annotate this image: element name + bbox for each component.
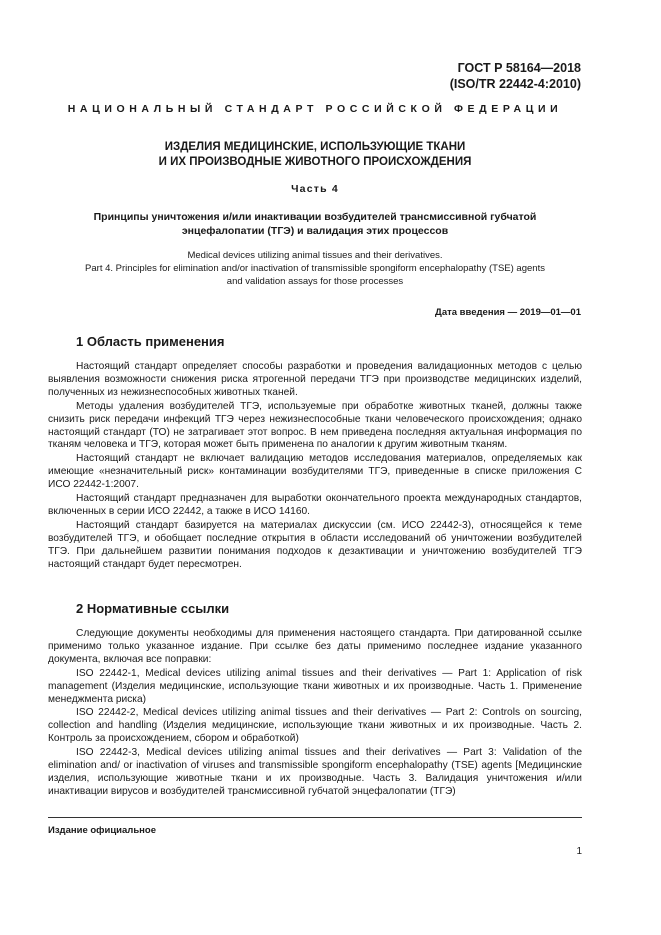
paragraph: Настоящий стандарт предназначен для выработки окончательного проекта международных стандартов, включенных в серии ИСО 22442, а также в ИСО 14160. xyxy=(48,493,582,517)
english-title xyxy=(48,249,582,288)
official-edition-label: Издание официальное xyxy=(48,825,156,836)
iso-code: (ISO/TR 22442-4:2010) xyxy=(449,77,581,91)
section-2-body xyxy=(48,628,582,800)
reference-item: ISO 22442-2, Medical devices utilizing animal tissues and their derivatives — Part 2: Controls on sourcing, collection and handling (Изделия медицинские, использующие ткани животных и их производные. Часть 2. Контроль за происхождением, сбором и обработкой) xyxy=(48,707,582,745)
paragraph: Следующие документы необходимы для применения настоящего стандарта. При датированной ссылке применимо только указанное издание. При ссылке без даты применимо последнее издание указанного документа, включая все поправки: xyxy=(48,628,582,665)
paragraph: Настоящий стандарт базируется на материалах дискуссии (см. ИСО 22442-3), относящейся к теме возбудителей ТГЭ, и обобщает последние открытия в области исследований об уничтожении возбудителей ТГЭ. При дальнейшем развитии понимания подходов к дезактивации и уничтожению возбудителей ТГЭ настоящий стандарт будет пересмотрен. xyxy=(48,519,582,570)
english-title-line-1: Medical devices utilizing animal tissues and their derivatives. xyxy=(187,250,443,261)
part-label: Часть 4 xyxy=(291,183,339,195)
standard-designation xyxy=(450,60,581,92)
effective-date: Дата введения — 2019—01—01 xyxy=(435,307,581,318)
section-2-heading: 2 Нормативные ссылки xyxy=(76,601,230,616)
gost-code: ГОСТ Р 58164—2018 xyxy=(457,61,581,75)
reference-item: ISO 22442-1, Medical devices utilizing animal tissues and their derivatives — Part 1: Application of risk management (Изделия медицинские, использующие ткани животных и их производные. Часть 1. Применение менеджмента риска) xyxy=(48,667,582,705)
page-number: 1 xyxy=(576,846,582,857)
section-1-heading: 1 Область применения xyxy=(76,334,225,349)
section-1-body xyxy=(48,361,582,573)
subtitle-line-2: энцефалопатии (ТГЭ) и валидация этих процессов xyxy=(181,225,449,237)
subtitle-line-1: Принципы уничтожения и/или инактивации возбудителей трансмиссивной губчатой xyxy=(93,211,537,223)
title-line-1: ИЗДЕЛИЯ МЕДИЦИНСКИЕ, ИСПОЛЬЗУЮЩИЕ ТКАНИ xyxy=(164,141,466,153)
paragraph: Настоящий стандарт не включает валидацию методов исследования материалов, определяемых как имеющие «незначительный риск» контаминации возбудителями ТГЭ, приведенные в списке приложения С ИСО 22442-1:2007. xyxy=(48,453,582,491)
english-title-line-3: and validation assays for those processes xyxy=(226,276,404,287)
footer-divider xyxy=(48,817,582,818)
english-title-line-2: Part 4. Principles for elimination and/or inactivation of transmissible spongiform encephalopathy (TSE) agents xyxy=(85,263,545,274)
document-subtitle xyxy=(48,210,582,238)
title-line-2: И ИХ ПРОИЗВОДНЫЕ ЖИВОТНОГО ПРОИСХОЖДЕНИЯ xyxy=(158,156,472,168)
reference-item: ISO 22442-3, Medical devices utilizing animal tissues and their derivatives — Part 3: Validation of the elimination and/ or inactivation of viruses and transmissible spongiform encephalopathy (TSE) agents [Медицинские изделия, использующие животные ткани и их производные. Часть 3. Валидация уничтожения и/или инактивации вирусов и возбудителей трансмиссивной губчатой энцефалопатии (ТГЭ) xyxy=(48,747,582,797)
document-title xyxy=(48,140,582,170)
national-standard-heading: НАЦИОНАЛЬНЫЙ СТАНДАРТ РОССИЙСКОЙ ФЕДЕРАЦИИ xyxy=(67,103,563,115)
paragraph: Методы удаления возбудителей ТГЭ, используемые при обработке животных тканей, должны также снизить риск передачи инфекций ТГЭ через нежизнеспособные ткани человеческого происхождения; однако настоящий стандарт (ТО) не затрагивает этот вопрос. В нем приведена последняя актуальная информация по тканям человека и ТГЭ, которая может быть применена по аналогии к другим животным тканям. xyxy=(48,400,582,451)
paragraph: Настоящий стандарт определяет способы разработки и проведения валидационных методов с целью выявления возможности снижения риска ятрогенной передачи ТГЭ при производстве медицинских изделий, полученных из нежизнеспособных животных тканей. xyxy=(48,361,582,398)
